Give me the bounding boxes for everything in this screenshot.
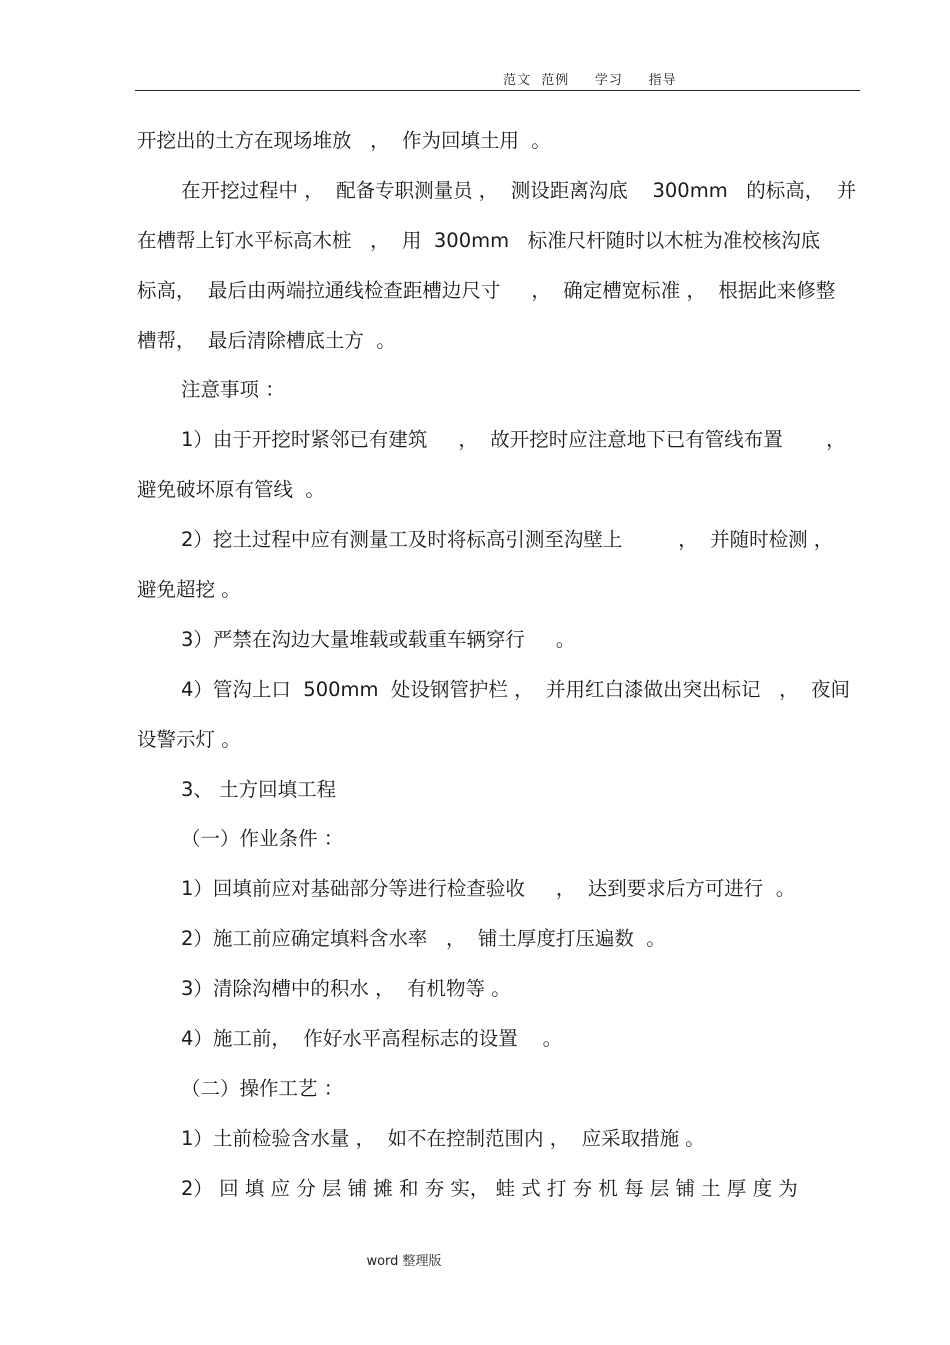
text-line: 3）清除沟槽中的积水 ， 有机物等 。 — [181, 977, 511, 1001]
document-body — [137, 121, 859, 1219]
text-line: 避免破坏原有管线 。 — [137, 478, 325, 502]
subsection-heading: （二）操作工艺 ： — [181, 1076, 344, 1100]
text-line: 3）严禁在沟边大量堆载或载重车辆穿行 。 — [181, 627, 576, 651]
text-line: 在开挖过程中 ， 配备专职测量员 ， 测设距离沟底 300mm 的标高， 并 — [181, 178, 857, 202]
text-line: 2） 回 填 应 分 层 铺 摊 和 夯 实， 蛙 式 打 夯 机 每 层 铺 土 厚 度 为 — [181, 1176, 798, 1200]
section-label: 注意事项 ： — [181, 378, 285, 402]
page-header — [135, 66, 860, 91]
text-line: 2）挖土过程中应有测量工及时将标高引测至沟壁上 ， 并随时检测 ， — [181, 528, 834, 552]
text-line: 2）施工前应确定填料含水率 ， 铺土厚度打压遍数 。 — [181, 927, 666, 951]
text-line: 标高， 最后由两端拉通线检查距槽边尺寸 ， 确定槽宽标准 ， 根据此来修整 — [137, 278, 836, 302]
text-line: 设警示灯 。 — [137, 727, 241, 751]
text-line: 4）管沟上口 500mm 处设钢管护栏 ， 并用红白漆做出突出标记 ， 夜间 — [181, 677, 850, 701]
subsection-heading: （一）作业条件 ： — [181, 827, 344, 851]
section-heading: 3、 土方回填工程 — [181, 777, 337, 801]
text-line: 1）由于开挖时紧邻已有建筑 ， 故开挖时应注意地下已有管线布置 ， — [181, 428, 846, 452]
header-text: 范文 范例 学习 指导 — [503, 73, 677, 88]
page-footer: word 整理版 — [366, 1254, 442, 1269]
text-line: 1）土前检验含水量 ， 如不在控制范围内 ， 应采取措施 。 — [181, 1126, 705, 1150]
text-line: 开挖出的土方在现场堆放 ， 作为回填土用 。 — [137, 129, 551, 152]
text-line: 在槽帮上钉水平标高木桩 ， 用 300mm 标准尺杆随时以木桩为准校核沟底 — [137, 228, 821, 252]
text-line: 4）施工前， 作好水平高程标志的设置 。 — [181, 1027, 563, 1051]
text-line: 避免超挖 。 — [137, 578, 241, 602]
text-line: 槽帮， 最后清除槽底土方 。 — [137, 328, 396, 352]
text-line: 1）回填前应对基础部分等进行检查验收 ， 达到要求后方可进行 。 — [181, 877, 796, 901]
